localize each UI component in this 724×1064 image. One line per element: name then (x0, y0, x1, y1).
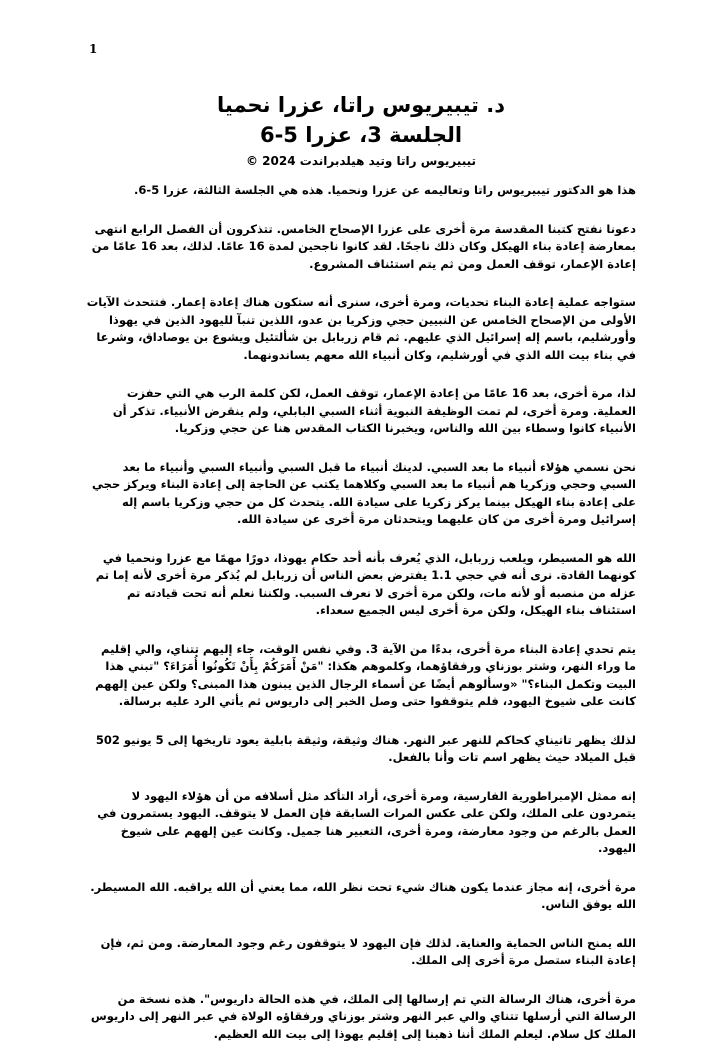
paragraph: الله يمنح الناس الحماية والعناية. لذلك فإن اليهود لا يتوقفون رغم وجود المعارضة. ومن ثم، فإن إعادة البناء ستصل مرة أخرى إلى الملك. (100, 935, 636, 967)
paragraph: هذا هو الدكتور تيبيريوس راتا وتعاليمه عن عزرا ونحميا. هذه هي الجلسة الثالثة، عزرا 5-6. (134, 183, 636, 197)
document-title-line-2: الجلسة 3، عزرا 5-6 (259, 123, 463, 147)
document-body (86, 90, 636, 1064)
paragraph: مرة أخرى، إنه مجاز عندما يكون هناك شيء تحت نظر الله، مما يعني أن الله يراقبه. الله المسيطر. الله يوفق الناس. (90, 879, 636, 911)
paragraph: يتم تحدي إعادة البناء مرة أخرى، بدءًا من الآية 3. وفي نفس الوقت، جاء إليهم تتناي، والي إقليم ما وراء النهر، وشتر بوزناي ورفقاؤهما، وكلموهم هكذا: "مَنْ أَمَرَكُمْ بِأَنْ تَكُونُوا أُمَرَاءَ؟ "تبني هذا البيت وتكمل البناء؟" «وسألوهم أيضًا عن أسماء الرجال الذين يبنون هذا المبنى؟ ولكن عين إلههم كانت على شيوخ اليهود، فلم يتوقفوا حتى وصل الخبر إلى داريوس ثم يأتي الرد عليه برسالة. (95, 641, 636, 708)
paragraph: دعونا نفتح كتبنا المقدسة مرة أخرى على عزرا الإصحاح الخامس. تتذكرون أن الفصل الرابع انتهى بمعارضة إعادة بناء الهيكل وكان ذلك ناجحًا. لقد كانوا ناجحين لمدة 16 عامًا. لذلك، بعد 16 عامًا من إعادة الإعمار، توقف العمل ومن ثم يتم استئناف المشروع. (91, 221, 636, 271)
paragraph: مرة أخرى، هناك الرسالة التي تم إرسالها إلى الملك، في هذه الحالة داريوس". هذه نسخة من الرسالة التي أرسلها تتناي والي عبر النهر وشتر بوزناي ورفقاؤه الولاة في عبر النهر إلى داريوس الملك كل سلام. ليعلم الملك أننا ذهبنا إلى إقليم يهوذا إلى بيت الله العظيم. (90, 991, 636, 1041)
copyright-line: تيبيريوس راتا وتيد هيلدبراندت 2024 © (245, 154, 476, 168)
paragraph: ستواجه عملية إعادة البناء تحديات، ومرة أخرى، سنرى أنه ستكون هناك إعادة إعمار. فتتحدث الآيات الأولى من الإصحاح الخامس عن النبيين حجي وزكريا بن عدو، اللذين تنبآ لليهود الذين في يهوذا وأورشليم، باسم إله إسرائيل الذي عليهم. ثم قام زربابل بن شألتئيل ويشوع بن يوصاداق، وشرعا في بناء بيت الله الذي في أورشليم، وكان أنبياء الله معهم يساندونهما. (86, 295, 636, 362)
paragraph: نحن نسمي هؤلاء أنبياء ما بعد السبي. لدينك أنبياء ما قبل السبي وأنبياء السبي وأنبياء ما بعد السبي وحجي وزكريا هم أنبياء ما بعد السبي وكلاهما يكتب عن الحاجة إلى إعادة البناء ويركز حجي على إعادة بناء الهيكل بينما يركز زكريا على سيادة الله. يتحدث كل من حجي وزكريا باسم إله إسرائيل ومرة أخرى من كان عليهما ويتحدثان مرة أخرى عن سيادة الله. (92, 459, 636, 526)
page-number: 1 (89, 42, 98, 56)
document-title-line-1: د. تيبيريوس راتا، عزرا نحميا (217, 93, 505, 117)
paragraph: إنه ممثل الإمبراطورية الفارسية، ومرة أخرى، أراد التأكد مثل أسلافه من أن هؤلاء اليهود لا يتمردون على الملك، ولكن على عكس المرات السابقة فإن العمل لا يتوقف. اليهود يستمرون في العمل بالرغم من وجود معارضة، ومرة أخرى، التعبير هنا جميل. وكانت عين إلههم على شيوخ اليهود. (97, 788, 636, 855)
paragraph: الله هو المسيطر، ويلعب زربابل، الذي يُعرف بأنه أحد حكام يهوذا، دورًا مهمًا مع عزرا ونحميا في كونهما القادة. نرى أنه في حجي 1.1 يفترض بعض الناس أن زربابل لم يُذكر مرة أخرى لأنه إما تم عزله من منصبه أو لأنه مات، ولكن مرة أخرى لا نعرف السبب. ولكننا نعلم أنه تحت قيادته تم استئناف بناء الهيكل، ولكن مرة أخرى ليس الجميع سعداء. (95, 550, 636, 617)
paragraph: لذا، مرة أخرى، بعد 16 عامًا من إعادة الإعمار، توقف العمل، لكن كلمة الرب هي التي حفزت العملية. ومرة أخرى، لم تمت الوظيفة النبوية أثناء السبي البابلي، ولم ينقرض الأنبياء. تذكر أن الأنبياء كانوا وسطاء بين الله والناس، ويخبرنا الكتاب المقدس هنا عن حجي وزكريا. (112, 386, 636, 435)
paragraph: لذلك يظهر تاتيناي كحاكم للنهر عبر النهر. هناك وثيقة، وثيقة بابلية يعود تاريخها إلى 5 يونيو 502 قبل الميلاد حيث يظهر اسم تات وأنا بالفعل. (95, 732, 636, 764)
